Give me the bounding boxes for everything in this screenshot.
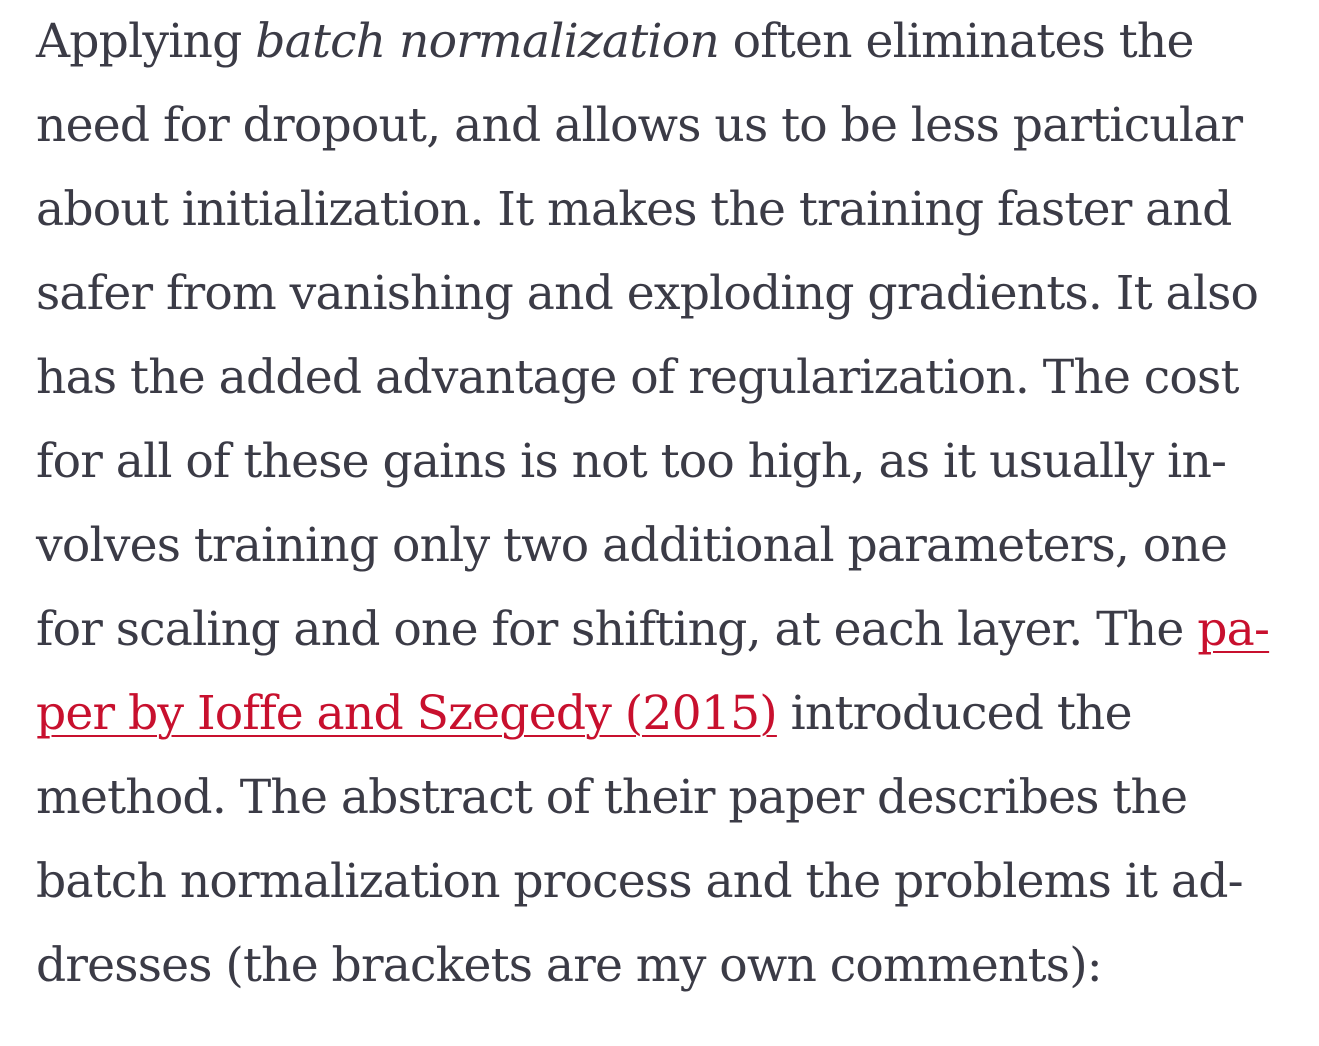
paragraph-line: has the added advantage of regularization. The cost	[36, 350, 1239, 405]
paragraph-line: method. The abstract of their paper describes the	[36, 770, 1188, 825]
paragraph-line: volves training only two additional parameters, one	[36, 518, 1228, 573]
paragraph-line: batch normalization process and the problems it ad-	[36, 854, 1243, 909]
paragraph-line: about initialization. It makes the training faster and	[36, 182, 1232, 237]
paper-link-part2[interactable]: per by Ioffe and Szegedy (2015)	[36, 686, 777, 741]
paragraph-line: dresses (the brackets are my own comments):	[36, 938, 1102, 993]
paragraph-line	[36, 588, 1306, 672]
paper-link-part1[interactable]: pa-	[1197, 602, 1270, 657]
paragraph-line: need for dropout, and allows us to be less particular	[36, 98, 1243, 153]
text-run: often eliminates the	[718, 14, 1194, 69]
paragraph	[36, 0, 1306, 1008]
article-body	[36, 0, 1306, 1008]
paragraph-line	[36, 672, 1306, 756]
text-run: introduced the	[776, 686, 1132, 741]
text-run: for scaling and one for shifting, at each layer. The	[36, 602, 1198, 657]
paragraph-line: for all of these gains is not too high, as it usually in-	[36, 434, 1227, 489]
emphasis-term: batch normalization	[255, 14, 719, 69]
paragraph-line	[36, 0, 1306, 84]
paragraph-line: safer from vanishing and exploding gradients. It also	[36, 266, 1259, 321]
text-run: Applying	[36, 14, 256, 69]
